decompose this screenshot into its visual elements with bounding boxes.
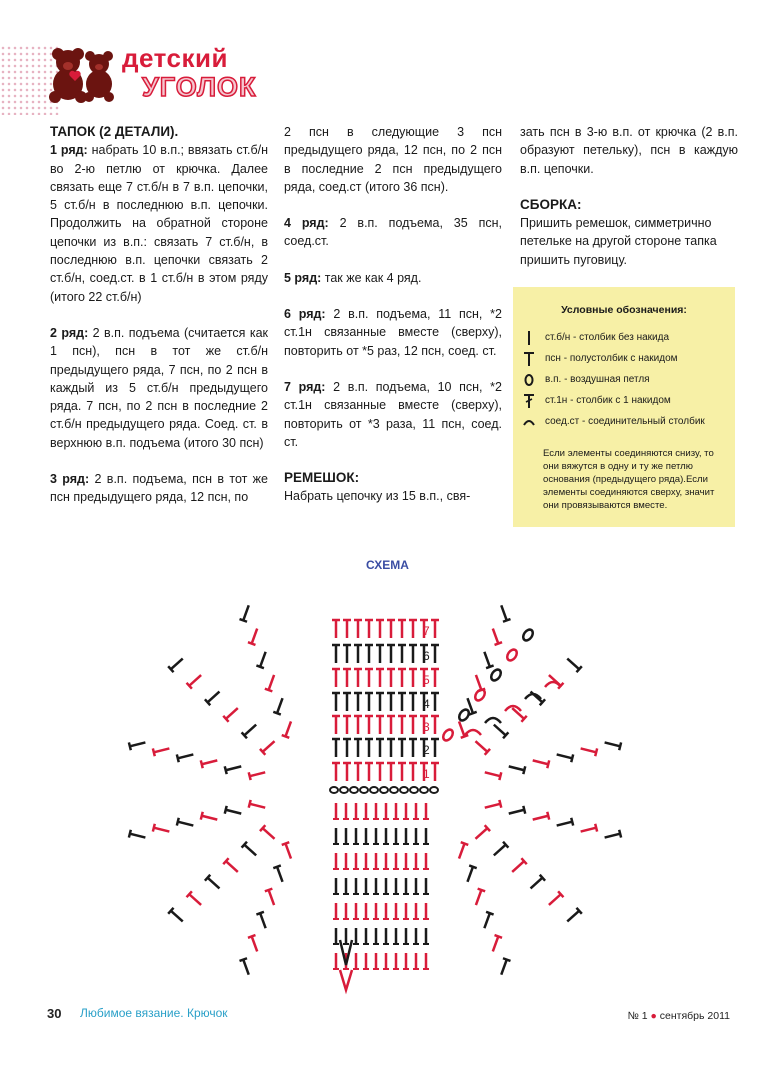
row-number-label: 1 <box>423 767 430 781</box>
legend-note: Если элементы соединяются снизу, то они вяжутся в одну и ту же петлю основания (предыдущего ряда).Если элементы соединяются сверху, значит они провязываются вместе. <box>543 448 715 511</box>
stitch-symbol <box>464 865 477 883</box>
stitch-symbol <box>473 825 490 842</box>
stitch-symbol <box>249 800 266 812</box>
assembly-heading: СБОРКА: <box>520 196 582 212</box>
legend-item-half-double: псн - полустолбик с накидом <box>521 350 678 368</box>
stitch-symbol <box>491 842 508 859</box>
strap-heading: РЕМЕШОК: <box>284 470 360 486</box>
chain-symbol <box>340 787 348 793</box>
stitch-symbol <box>129 830 146 842</box>
chain-symbol <box>430 787 438 793</box>
decrease-symbol <box>340 970 352 990</box>
bullet-icon: ● <box>650 1010 657 1022</box>
stitch-symbol <box>484 768 501 780</box>
row-number-label: 2 <box>423 743 430 757</box>
row-3-continued: 2 псн в следующие 3 псн предыдущего ряда, 12 псн, по 2 псн в последние 2 псн предыдущего ряда, соед.ст (итого 36 псн). <box>284 125 502 194</box>
magazine-title: Любимое вязание. Крючок <box>80 1006 228 1020</box>
row-number-label: 3 <box>423 720 430 734</box>
stitch-symbol <box>260 738 277 755</box>
row-number-label: 6 <box>423 649 430 663</box>
legend-title: Условные обозначения: <box>561 304 687 316</box>
stitch-symbol <box>168 908 185 925</box>
stitch-symbol <box>153 745 170 757</box>
slip-stitch-symbol <box>485 718 501 723</box>
chain-symbol <box>473 688 486 702</box>
chain-symbol <box>521 628 534 642</box>
teddy-bears-logo <box>40 42 122 104</box>
stitch-symbol <box>225 762 242 774</box>
chain-symbol <box>380 787 388 793</box>
stitch-symbol <box>489 627 502 645</box>
schema-title: СХЕМА <box>366 558 409 572</box>
stitch-symbol <box>508 762 525 774</box>
stitch-symbol <box>556 751 573 763</box>
row-4-instructions: 4 ряд: 2 в.п. подъема, 35 псн, соед.ст. <box>284 216 502 249</box>
stitch-symbol <box>498 958 511 976</box>
text-column-2 <box>284 123 502 524</box>
stitch-symbol <box>205 875 222 892</box>
stitch-symbol <box>528 689 545 706</box>
chain-symbol <box>441 728 454 742</box>
stitch-symbol <box>481 650 494 668</box>
issue-info: № 1 ● сентябрь 2011 <box>627 1010 730 1022</box>
double-crochet-symbol-icon <box>521 393 537 409</box>
legend-item-chain: в.п. - воздушная петля <box>521 371 650 389</box>
stitch-symbol <box>129 739 146 751</box>
stitch-symbol <box>498 604 511 622</box>
chain-symbol <box>330 787 338 793</box>
text-column-1 <box>50 123 268 525</box>
stitch-symbol <box>532 812 549 824</box>
row-number-label: 5 <box>423 673 430 687</box>
stitch-symbol <box>273 697 286 715</box>
stitch-symbol <box>256 650 269 668</box>
stitch-symbol <box>580 824 597 836</box>
slip-stitch-symbol-icon <box>521 414 537 430</box>
stitch-symbol <box>223 705 240 722</box>
stitch-symbol <box>260 825 277 842</box>
row-number-label: 7 <box>423 624 430 638</box>
chain-symbol <box>505 648 518 662</box>
chain-symbol <box>390 787 398 793</box>
stitch-symbol <box>201 757 218 769</box>
row-2-instructions: 2 ряд: 2 в.п. подъема (считается как 1 псн), псн в тот же ст.б/н предыдущего ряда, 7 псн, по 2 псн в каждый из 5 ст.б/н предыдущего ряда. 7 псн, по 2 псн в последние 2 ст.б/н предыдущего ряда. Соед. ст. в верхнюю в.п. подъема (итого 30 псн) <box>50 325 268 450</box>
stitch-symbol <box>491 722 508 739</box>
chain-symbol <box>489 668 502 682</box>
stitch-symbol <box>205 689 222 706</box>
row-7-instructions: 7 ряд: 2 в.п. подъема, 10 псн, *2 ст.1н связанные вместе (сверху), повторить от *3 раза, 11 псн, соед. ст. <box>284 379 502 449</box>
stitch-symbol <box>240 604 253 622</box>
stitch-symbol <box>604 739 621 751</box>
row-1-instructions: 1 ряд: набрать 10 в.п.; ввязать ст.б/н во 2-ю петлю от крючка. Далее связать еще 7 ст.б/н в 7 в.п. цепочки, 5 ст.б/н в последнюю в.п. цепочки. Продолжить на обратной стороне цепочки из в.п.: связать 7 ст.б/н, в последнюю в.п. цепочки связать 2 ст.б/н, соед.ст. в 1 ст.б/н в этом ряду (итого 22 ст.б/н) <box>50 143 268 304</box>
chain-symbol <box>457 708 470 722</box>
stitch-symbol <box>223 858 240 875</box>
text-column-3 <box>520 123 738 287</box>
chain-symbol <box>370 787 378 793</box>
stitch-symbol <box>510 858 527 875</box>
crochet-chart-diagram <box>90 585 670 995</box>
stitch-symbol <box>282 842 295 860</box>
stitch-symbol <box>153 824 170 836</box>
stitch-symbol <box>187 672 204 689</box>
stitch-symbol <box>556 818 573 830</box>
row-number-label: 4 <box>423 697 430 711</box>
stitch-symbol <box>177 751 194 763</box>
stitch-symbol <box>256 912 269 930</box>
chain-symbol <box>400 787 408 793</box>
stitch-symbol <box>472 889 485 907</box>
legend-item-single-crochet: ст.б/н - столбик без накида <box>521 329 669 347</box>
chain-symbol <box>350 787 358 793</box>
stitch-symbol <box>484 800 501 812</box>
stitch-symbol <box>282 720 295 738</box>
stitch-symbol <box>240 958 253 976</box>
legend-box <box>513 287 735 527</box>
chain-symbol <box>410 787 418 793</box>
chain-symbol <box>360 787 368 793</box>
stitch-symbol <box>265 674 278 692</box>
half-double-crochet-symbol-icon <box>521 351 537 367</box>
single-crochet-symbol-icon <box>521 330 537 346</box>
stitch-symbol <box>265 889 278 907</box>
legend-item-double-crochet: ст.1н - столбик с 1 накидом <box>521 392 671 410</box>
stitch-symbol <box>508 806 525 818</box>
strap-instructions: Набрать цепочку из 15 в.п., свя- <box>284 489 471 504</box>
stitch-symbol <box>604 830 621 842</box>
stitch-symbol <box>489 935 502 953</box>
section-title-line2: УГОЛОК <box>142 72 257 102</box>
chain-stitch-symbol-icon <box>521 372 537 388</box>
stitch-symbol <box>532 757 549 769</box>
stitch-symbol <box>273 865 286 883</box>
legend-item-slip-stitch: соед.ст - соединительный столбик <box>521 413 705 431</box>
stitch-symbol <box>565 908 582 925</box>
stitch-symbol <box>528 875 545 892</box>
stitch-symbol <box>187 891 204 908</box>
stitch-symbol <box>248 627 261 645</box>
assembly-instructions: Пришить ремешок, симметрично петельке на другой стороне тапка пришить пуговицу. <box>520 216 717 267</box>
row-6-instructions: 6 ряд: 2 в.п. подъема, 11 псн, *2 ст.1н связанные вместе (сверху), повторить от *5 раз, 12 псн, соед. ст. <box>284 307 502 358</box>
slipper-heading: ТАПОК (2 ДЕТАЛИ). <box>50 124 179 139</box>
stitch-symbol <box>565 656 582 673</box>
page-number: 30 <box>47 1006 62 1021</box>
row-5-instructions: 5 ряд: так же как 4 ряд. <box>284 270 422 285</box>
stitch-symbol <box>481 912 494 930</box>
stitch-symbol <box>201 812 218 824</box>
stitch-symbol <box>242 842 259 859</box>
stitch-symbol <box>455 842 468 860</box>
section-title-line1: детский <box>122 43 228 73</box>
strap-continued: зать псн в 3-ю в.п. от крючка (2 в.п. образуют петельку), псн в каждую в.п. цепочки. <box>520 125 738 176</box>
stitch-symbol <box>177 818 194 830</box>
stitch-symbol <box>580 745 597 757</box>
row-3-instructions: 3 ряд: 2 в.п. подъема, псн в тот же псн предыдущего ряда, 12 псн, по <box>50 472 268 505</box>
stitch-symbol <box>168 656 185 673</box>
stitch-symbol <box>248 935 261 953</box>
stitch-symbol <box>249 768 266 780</box>
stitch-symbol <box>225 806 242 818</box>
chain-symbol <box>420 787 428 793</box>
stitch-symbol <box>546 891 563 908</box>
stitch-symbol <box>242 722 259 739</box>
stitch-symbol <box>473 738 490 755</box>
